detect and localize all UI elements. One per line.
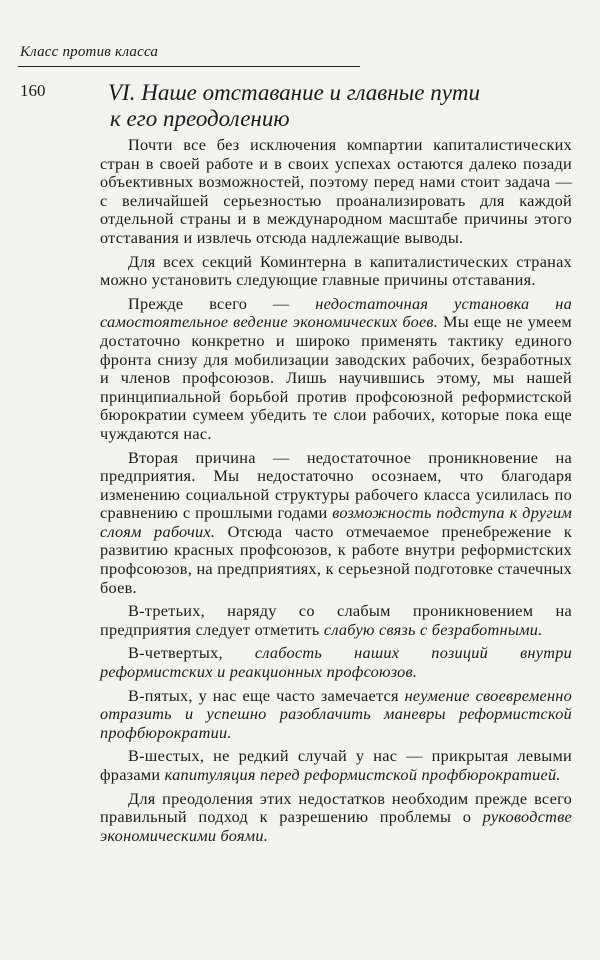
paragraph-3 [100, 295, 572, 444]
paragraph-text: Для всех секций Коминтерна в капиталистических странах можно установить следующие главные причины отставания. [100, 251, 572, 290]
paragraph-5 [100, 602, 572, 639]
emphasized-text: слабость наших позиций внутри реформистских и реакционных профсоюзов. [100, 643, 572, 682]
paragraph-6 [100, 644, 572, 681]
emphasized-text: капитуляция перед реформистской профбюрократией. [164, 765, 561, 784]
emphasized-text: руководстве экономическими боями. [100, 807, 572, 845]
emphasized-text: возможность подступа к другим слоям рабочих. [100, 503, 573, 541]
paragraph-text: Прежде всего — [128, 293, 316, 313]
paragraph-4 [100, 449, 572, 598]
paragraph-text: В-пятых, у нас еще часто замечается [128, 685, 405, 705]
header-rule [18, 66, 360, 67]
paragraph-text: Вторая причина — недостаточное проникновение на предприятия. Мы недостаточно осознаем, что благодаря изменению социальной структуры рабочего класса усилилась по сравнению с прошлыми годами [100, 447, 572, 523]
chapter-title-line-2: к его преодолению [110, 106, 290, 131]
emphasized-text: недостаточная установка на самостоятельное ведение экономических боев. [100, 293, 572, 332]
paragraph-text: В-четвертых, [128, 643, 255, 663]
paragraph-text: Отсюда часто отмечаемое пренебрежение к развитию красных профсоюзов, к работе внутри реформистских профсоюзов, на предприятиях, к серьезной подготовке стачечных боев. [100, 521, 572, 597]
body-text [100, 136, 572, 850]
paragraph-9 [100, 790, 572, 846]
chapter-title [108, 80, 548, 132]
paragraph-1 [100, 136, 572, 248]
emphasized-text: слабую связь с безработными. [323, 619, 543, 639]
paragraph-7 [100, 687, 572, 743]
paragraph-text: Почти все без исключения компартии капиталистических стран в своей работе и в своих успехах остаются далеко позади объективных возможностей, поэтому перед нами стоит задача — с величайшей серьезностью проанализировать для каждой отдельной страны и в международном масштабе причины этого отставания и извлечь отсюда надлежащие выводы. [100, 135, 572, 247]
paragraph-text: Мы еще не умеем достаточно конкретно и широко применять тактику единого фронта снизу для мобилизации заводских рабочих, безработных и членов профсоюзов. Лишь научившись этому, мы нашей принципиальной борьбой против профсоюзной реформистской бюрократии сумеем убедить те слои рабочих, которые пока еще чуждаются нас. [100, 312, 572, 443]
paragraph-text: Для преодоления этих недостатков необходим прежде всего правильный подход к разрешению проблемы о [100, 788, 572, 827]
paragraph-text: В-третьих, наряду со слабым проникновением на предприятия следует отметить [100, 601, 572, 639]
page-number: 160 [20, 81, 46, 100]
paragraph-8 [100, 747, 572, 784]
running-head: Класс против класса [20, 44, 159, 60]
chapter-title-line-1: VI. Наше отставание и главные пути [108, 80, 481, 105]
emphasized-text: неумение своевременно отразить и успешно разоблачить маневры реформистской профбюрократии. [100, 685, 572, 742]
paragraph-text: В-шестых, не редкий случай у нас — прикрытая левыми фразами [100, 746, 572, 784]
paragraph-2 [100, 253, 572, 290]
